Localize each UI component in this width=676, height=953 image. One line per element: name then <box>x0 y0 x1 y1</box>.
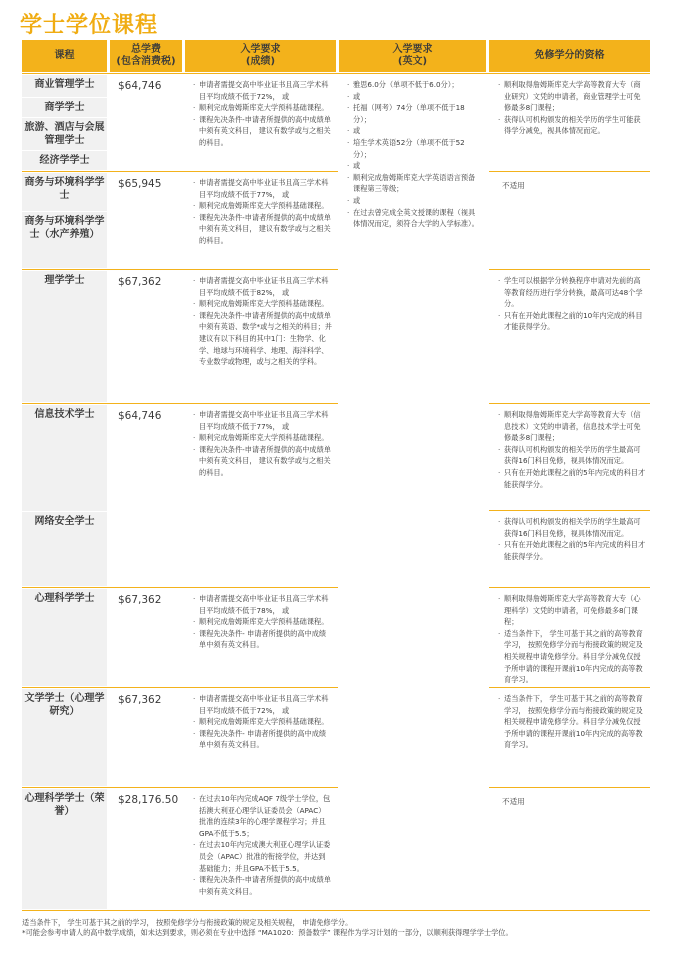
row-divider <box>22 403 338 404</box>
program-name: 经济学学士 <box>22 150 107 170</box>
row-divider <box>22 171 338 172</box>
program-name: 旅游、酒店与会展管理学士 <box>22 117 107 150</box>
exemption-row4 <box>489 405 650 509</box>
english-item: · 培生学术英语52分（单项不低于52分）； <box>347 137 482 160</box>
row-divider <box>22 587 338 588</box>
requirement-item: · 课程先决条件-申请者所提供的高中成绩单中须有英语、数学*或与之相关的科目；并建议有以下科目的其中1门：生物学、化学、地球与环境科学、地理、海洋科学、专业数学或物理，或与之相关的学科。 <box>193 310 332 368</box>
english-item: · 或 <box>347 195 482 207</box>
requirement-item: · 申请者需提交高中毕业证书且高三学术科目平均成绩不低于82%， 或 <box>193 275 332 298</box>
requirement-item: · 申请者需提交高中毕业证书且高三学术科目平均成绩不低于72%， 或 <box>193 79 332 102</box>
program-name: 心理科学学士（荣誉） <box>24 793 105 817</box>
program-cell-row6 <box>22 689 107 786</box>
exemption-row1 <box>489 75 650 170</box>
requirements-row7 <box>185 789 336 909</box>
fee-row6: $67,362 <box>110 689 182 786</box>
fee-row5: $67,362 <box>110 589 182 686</box>
row-divider <box>489 403 650 404</box>
program-name: 商学学士 <box>22 97 107 117</box>
requirement-item: · 在过去10年内完成澳大利亚心理学认证委员会（APAC）批准的衔接学位，并达到基础能力；并且GPA不低于5.5。 <box>193 839 332 874</box>
row-divider <box>489 687 650 688</box>
requirement-item: · 顺利完成詹姆斯库克大学预科基础课程。 <box>193 616 332 628</box>
requirement-item: · 课程先决条件-申请者所提供的高中成绩单中须有英文科目， 建议有数学或与之相关的科目。 <box>193 212 332 247</box>
requirement-item: · 申请者需提交高中毕业证书且高三学术科目平均成绩不低于77%， 或 <box>193 409 332 432</box>
english-item: · 在过去曾完成全英文授课的课程（视具体情况而定，须符合大学的入学标准）。 <box>347 207 482 230</box>
fee-row3: $67,362 <box>110 271 182 402</box>
requirements-row6 <box>185 689 336 786</box>
english-item: · 或 <box>347 91 482 103</box>
row-divider <box>489 587 650 588</box>
exemption-row3 <box>489 271 650 402</box>
exemption-item: · 适当条件下， 学生可基于其之前的高等教育学习， 按照免修学分而与衔接政策的规定及相关规程申请免修学分。科目学分减免仅授予所申请的课程开课前10年内完成的高等教育学习。 <box>498 693 646 751</box>
program-cell-row7 <box>22 789 107 909</box>
footnotes <box>22 918 662 938</box>
exemption-row4b <box>489 512 650 586</box>
requirement-item: · 在过去10年内完成AQF 7级学士学位，包括澳大利亚心理学认证委员会（APAC）批准的连续3年的心理学课程学习；并且GPA不低于5.5； <box>193 793 332 839</box>
english-item: · 或 <box>347 160 482 172</box>
english-item: · 雅思6.0分（单项不低于6.0分）； <box>347 79 482 91</box>
requirement-item: · 顺利完成詹姆斯库克大学预科基础课程。 <box>193 102 332 114</box>
exemption-item: · 适当条件下， 学生可基于其之前的高等教育学习， 按照免修学分而与衔接政策的规定及相关规程申请免修学分。科目学分减免仅授予所申请的课程开课前10年内完成的高等教育学习。 <box>498 628 646 686</box>
exemption-item: · 只有在开始此课程之前的10年内完成的科目才能获得学分。 <box>498 310 646 333</box>
footnote: *可能会参考申请人的高中数学成绩，如未达到要求，则必须在专业中选择 “MA1020：预备数学” 课程作为学习计划的一部分，以顺利获得理学学士学位。 <box>22 928 513 937</box>
header-requirements: 入学要求 (成绩) <box>185 40 336 72</box>
program-cell-row2 <box>22 173 107 268</box>
fee-row2: $65,945 <box>110 173 182 268</box>
exemption-item: · 学生可以根据学分转换程序申请对先前的高等教育经历进行学分转换，最高可达48个学分。 <box>498 275 646 310</box>
program-name: 商务与环境科学学士 <box>24 177 105 201</box>
requirement-item: · 课程先决条件-申请者所提供的高中成绩单中须有英文科目。 <box>193 874 332 897</box>
requirement-item: · 顺利完成詹姆斯库克大学预科基础课程。 <box>193 200 332 212</box>
row-divider <box>22 687 338 688</box>
requirement-item: · 课程先决条件-申请者所提供的高中成绩单中须有英文科目， 建议有数学或与之相关的科目。 <box>193 114 332 149</box>
requirement-item: · 申请者需提交高中毕业证书且高三学术科目平均成绩不低于77%， 或 <box>193 177 332 200</box>
requirements-row5 <box>185 589 336 686</box>
exemption-item: · 顺利取得詹姆斯库克大学高等教育大专（商业研究）文凭的申请者，商业管理学士可免修最多8门课程； <box>498 79 646 114</box>
row-divider <box>22 787 338 788</box>
program-name: 心理科学学士 <box>34 593 95 604</box>
exemption-row6 <box>489 689 650 786</box>
row-divider <box>489 787 650 788</box>
row-divider <box>489 269 650 270</box>
requirement-item: · 申请者需提交高中毕业证书且高三学术科目平均成绩不低于72%， 或 <box>193 693 332 716</box>
english-requirements <box>339 75 486 909</box>
table-bottom-border <box>22 910 650 911</box>
english-item: · 托福（网考）74分（单项不低于18分）； <box>347 102 482 125</box>
row-divider <box>22 73 650 74</box>
program-name: 理学学士 <box>44 275 85 286</box>
exemption-row7 <box>489 789 650 909</box>
header-program: 课程 <box>22 40 107 72</box>
fee-row4: $64,746 <box>110 405 182 586</box>
not-applicable-text: 不适用 <box>502 797 525 806</box>
english-item: · 顺利完成詹姆斯库克大学英语语言预备课程第三等级； <box>347 172 482 195</box>
program-cell-row3 <box>22 271 107 402</box>
header-exemption: 免修学分的资格 <box>489 40 650 72</box>
program-cell-row5 <box>22 589 107 686</box>
fee-row7: $28,176.50 <box>110 789 182 909</box>
requirements-row3 <box>185 271 336 402</box>
requirements-row2 <box>185 173 336 268</box>
footnote: 适当条件下， 学生可基于其之前的学习， 按照免修学分与衔接政策的规定及相关规程， 申请免修学分。 <box>22 918 353 927</box>
requirement-item: · 顺利完成詹姆斯库克大学预科基础课程。 <box>193 716 332 728</box>
exemption-row2 <box>489 173 650 268</box>
exemption-item: · 顺利取得詹姆斯库克大学高等教育大专（心理科学）文凭的申请者，可免修最多8门课程； <box>498 593 646 628</box>
requirements-row1 <box>185 75 336 170</box>
row-divider <box>22 269 338 270</box>
exemption-item: · 获得认可机构颁发的相关学历的学生可能获得学分减免，视具体情况而定。 <box>498 114 646 137</box>
requirement-item: · 课程先决条件- 申请者所提供的高中成绩单中须有英文科目。 <box>193 628 332 651</box>
requirement-item: · 顺利完成詹姆斯库克大学预科基础课程。 <box>193 432 332 444</box>
requirement-item: · 课程先决条件- 申请者所提供的高中成绩单中须有英文科目。 <box>193 728 332 751</box>
page-title: 学士学位课程 <box>20 13 159 38</box>
requirement-item: · 课程先决条件-申请者所提供的高中成绩单中须有英文科目， 建议有数学或与之相关的科目。 <box>193 444 332 479</box>
program-name: 商务与环境科学学士（水产养殖） <box>22 211 107 268</box>
program-cell-row1 <box>22 75 107 170</box>
program-name: 网络安全学士 <box>22 511 107 586</box>
english-item: · 或 <box>347 125 482 137</box>
fee-row1: $64,746 <box>110 75 182 170</box>
row-divider <box>489 510 650 511</box>
row-divider <box>489 171 650 172</box>
exemption-item: · 顺利取得詹姆斯库克大学高等教育大专（信息技术）文凭的申请者，信息技术学士可免修最多8门课程； <box>498 409 646 444</box>
not-applicable-text: 不适用 <box>502 181 525 190</box>
program-name: 文学学士（心理学研究） <box>24 693 105 717</box>
exemption-item: · 获得认可机构颁发的相关学历的学生最高可获得16门科目免修，视具体情况而定。 <box>498 516 646 539</box>
exemption-item: · 只有在开始此课程之前的5年内完成的科目才能获得学分。 <box>498 539 646 562</box>
program-name: 商业管理学士 <box>34 79 95 90</box>
exemption-row5 <box>489 589 650 686</box>
header-english: 入学要求 (英文) <box>339 40 486 72</box>
requirement-item: · 顺利完成詹姆斯库克大学预科基础课程。 <box>193 298 332 310</box>
header-fee: 总学费 (包含消费税) <box>110 40 182 72</box>
exemption-item: · 只有在开始此课程之前的5年内完成的科目才能获得学分。 <box>498 467 646 490</box>
program-cell-row4 <box>22 405 107 586</box>
exemption-item: · 获得认可机构颁发的相关学历的学生最高可获得16门科目免修，视具体情况而定。 <box>498 444 646 467</box>
requirement-item: · 申请者需提交高中毕业证书且高三学术科目平均成绩不低于78%， 或 <box>193 593 332 616</box>
requirements-row4 <box>185 405 336 586</box>
program-name: 信息技术学士 <box>34 409 95 420</box>
